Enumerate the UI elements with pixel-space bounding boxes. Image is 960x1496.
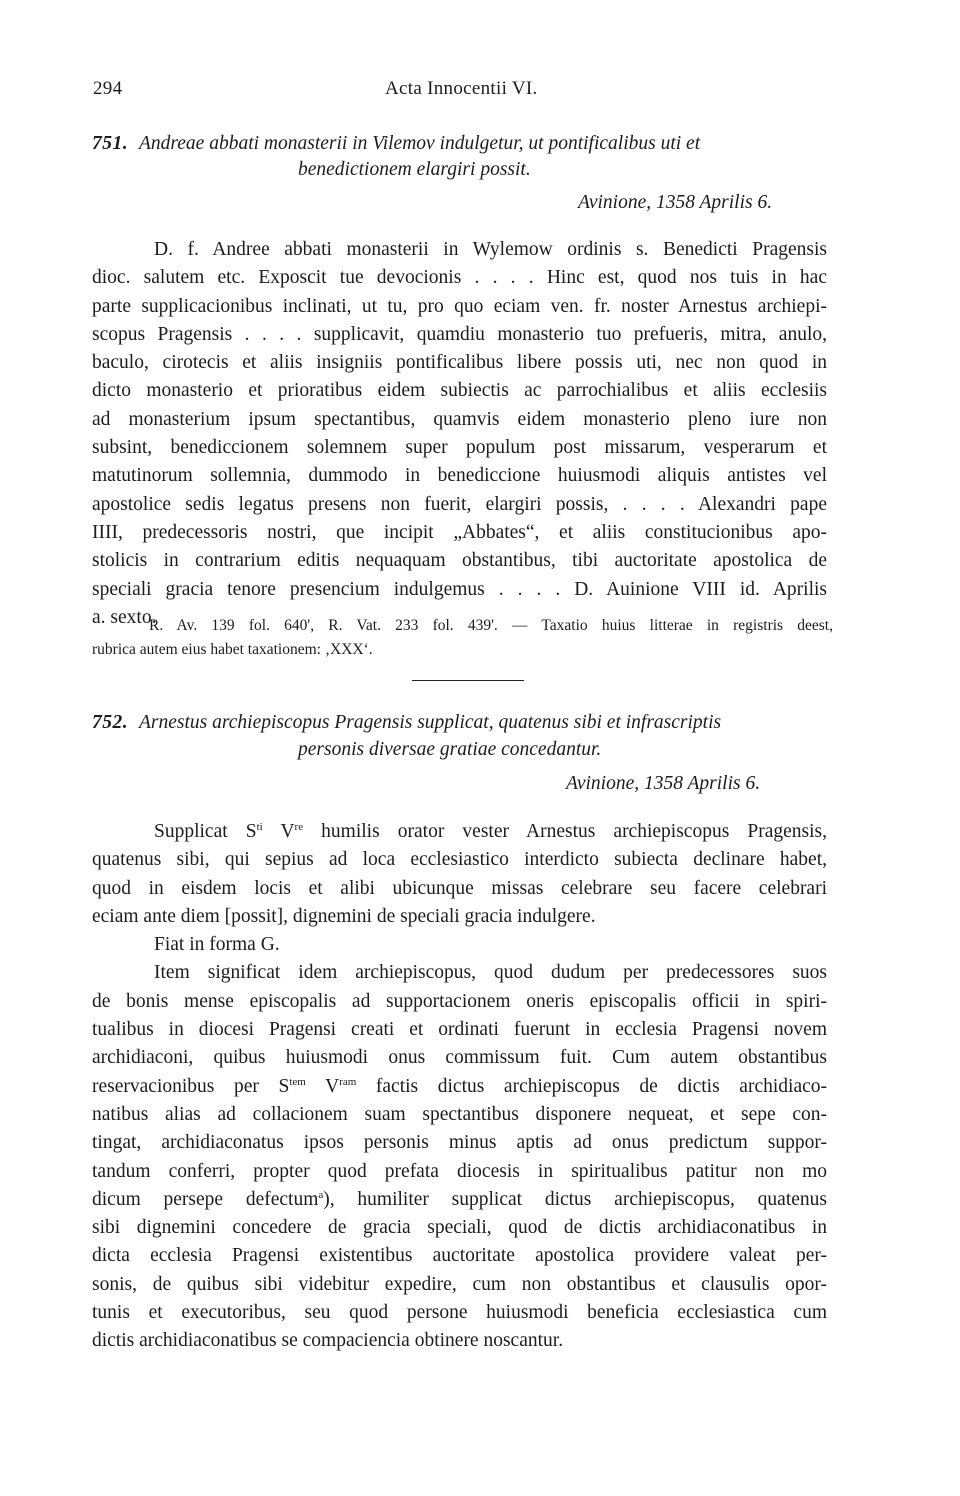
- entry-751-title-text: Andreae abbati monasterii in Vilemov indulgetur, ut pontificalibus uti et: [139, 133, 701, 154]
- body-line: IIII, predecessoris nostri, que incipit „Abbates“, et aliis constitucionibus apo-: [92, 521, 827, 543]
- entry-751-title-line2: benedictionem elargiri possit.: [298, 159, 531, 180]
- entry-751-body: [92, 236, 827, 632]
- body-line: D. f. Andree abbati monasterii in Wylemow ordinis s. Benedicti Pragensis: [154, 239, 827, 260]
- body-line: [92, 1073, 827, 1101]
- entry-752-dateline: Avinione, 1358 Aprilis 6.: [566, 773, 761, 794]
- entry-752-title-text: Arnestus archiepiscopus Pragensis supplicat, quatenus sibi et infrascriptis: [139, 712, 722, 733]
- body-line: scopus Pragensis . . . . supplicavit, quamdiu monasterio tuo prefueris, mitra, anulo,: [92, 323, 827, 345]
- body-line: tandum conferri, propter quod prefata diocesis in spiritualibus patitur non mo: [92, 1160, 827, 1182]
- text: factis dictus archiepiscopus de dictis archidiaco-: [356, 1075, 827, 1097]
- body-line: parte supplicacionibus inclinati, ut tu, pro quo eciam ven. fr. noster Arnestus archiepi-: [92, 295, 827, 317]
- body-line: speciali gracia tenore presencium indulgemus . . . . D. Auinione VIII id. Aprilis: [92, 578, 827, 600]
- body-line: tingat, archidiaconatus ipsos personis minus aptis ad onus predictum suppor-: [92, 1132, 827, 1154]
- text: V: [262, 821, 295, 842]
- body-line: sibi dignemini concedere de gracia speciali, quod de dictis archidiaconatibus in: [92, 1217, 827, 1239]
- note-line: rubrica autem eius habet taxationem: ‚XXX‘.: [92, 641, 373, 658]
- body-line: a. sexto.: [92, 606, 157, 628]
- entry-751-dateline: Avinione, 1358 Aprilis 6.: [578, 192, 773, 213]
- text: dicum persepe defectum: [92, 1188, 319, 1210]
- body-line: baculo, cirotecis et aliis insigniis pontificalibus libere possis uti, nec non quod in: [92, 352, 827, 374]
- body-line: tunis et executoribus, seu quod persone huiusmodi beneficia ecclesiastica cum: [92, 1302, 827, 1324]
- body-line: apostolice sedis legatus presens non fuerit, elargiri possis, . . . . Alexandri pape: [92, 493, 827, 515]
- body-line: eciam ante diem [possit], dignemini de speciali gracia indulgere.: [92, 905, 596, 927]
- body-line: [92, 818, 827, 846]
- body-line: dioc. salutem etc. Exposcit tue devocionis . . . . Hinc est, quod nos tuis in hac: [92, 267, 827, 289]
- entry-752-title-line2: personis diversae gratiae concedantur.: [298, 739, 602, 760]
- body-line: dicto monasterio et prioratibus eidem subiectis ac parrochialibus et aliis ecclesiis: [92, 380, 827, 402]
- entry-751-number: 751.: [92, 133, 129, 154]
- body-line: de bonis mense episcopalis ad supportacionem oneris episcopalis officii in spiri-: [92, 990, 827, 1012]
- text: reservacionibus per S: [92, 1075, 290, 1097]
- superscript: tem: [289, 1075, 306, 1088]
- body-line: natibus alias ad collacionem suam spectantibus disponere nequeat, et sepe con-: [92, 1103, 827, 1125]
- body-line: sonis, de quibus sibi videbitur expedire, cum non obstantibus et clausulis opor-: [92, 1273, 827, 1295]
- entry-752-title-line1: [92, 712, 721, 734]
- running-title: Acta Innocentii VI.: [385, 78, 538, 99]
- text: V: [305, 1075, 340, 1097]
- section-divider: [412, 680, 524, 681]
- body-line: matutinorum sollemnia, dummodo in benediccione huiusmodi aliquis antistes vel: [92, 465, 827, 487]
- body-line: archidiaconi, quibus huiusmodi onus commissum fuit. Cum autem obstantibus: [92, 1047, 827, 1069]
- text: humilis orator vester Arnestus archiepiscopus Pragensis,: [303, 821, 827, 842]
- entry-752-body: [92, 818, 827, 1356]
- body-line: subsint, benediccionem solemnem super populum post missarum, vesperarum et: [92, 437, 827, 459]
- entry-752-number: 752.: [92, 712, 129, 733]
- entry-751-note: [92, 614, 833, 662]
- body-line: Item significat idem archiepiscopus, quod dudum per predecessores suos: [154, 962, 827, 984]
- note-line: R. Av. 139 fol. 640', R. Vat. 233 fol. 439'. — Taxatio huius litterae in registris deest,: [149, 617, 833, 634]
- page-number: 294: [93, 78, 123, 99]
- superscript: ram: [339, 1075, 357, 1088]
- body-line: tualibus in diocesi Pragensi creati et ordinati fuerunt in ecclesia Pragensi novem: [92, 1019, 827, 1041]
- body-line: dictis archidiaconatibus se compaciencia obtinere noscantur.: [92, 1330, 564, 1352]
- entry-751-title-line1: [92, 133, 700, 155]
- body-line: quod in eisdem locis et alibi ubicunque missas celebrare seu facere celebrari: [92, 877, 827, 899]
- body-line: quatenus sibi, qui sepius ad loca ecclesiastico interdicto subiecta declinare habet,: [92, 849, 827, 871]
- text: ), humiliter supplicat dictus archiepiscopus, quatenus: [323, 1188, 827, 1210]
- text: Supplicat S: [154, 821, 257, 842]
- body-line: stolicis in contrarium editis nequaquam obstantibus, tibi auctoritate apostolica de: [92, 550, 827, 572]
- body-line: dicta ecclesia Pragensi existentibus auctoritate apostolica providere valeat per-: [92, 1245, 827, 1267]
- fiat-line: Fiat in forma G.: [154, 934, 280, 956]
- superscript: re: [294, 821, 304, 833]
- superscript: ti: [256, 821, 263, 833]
- body-line: [92, 1186, 827, 1214]
- footnote-marker: a: [318, 1188, 324, 1201]
- body-line: ad monasterium ipsum spectantibus, quamvis eidem monasterio pleno iure non: [92, 408, 827, 430]
